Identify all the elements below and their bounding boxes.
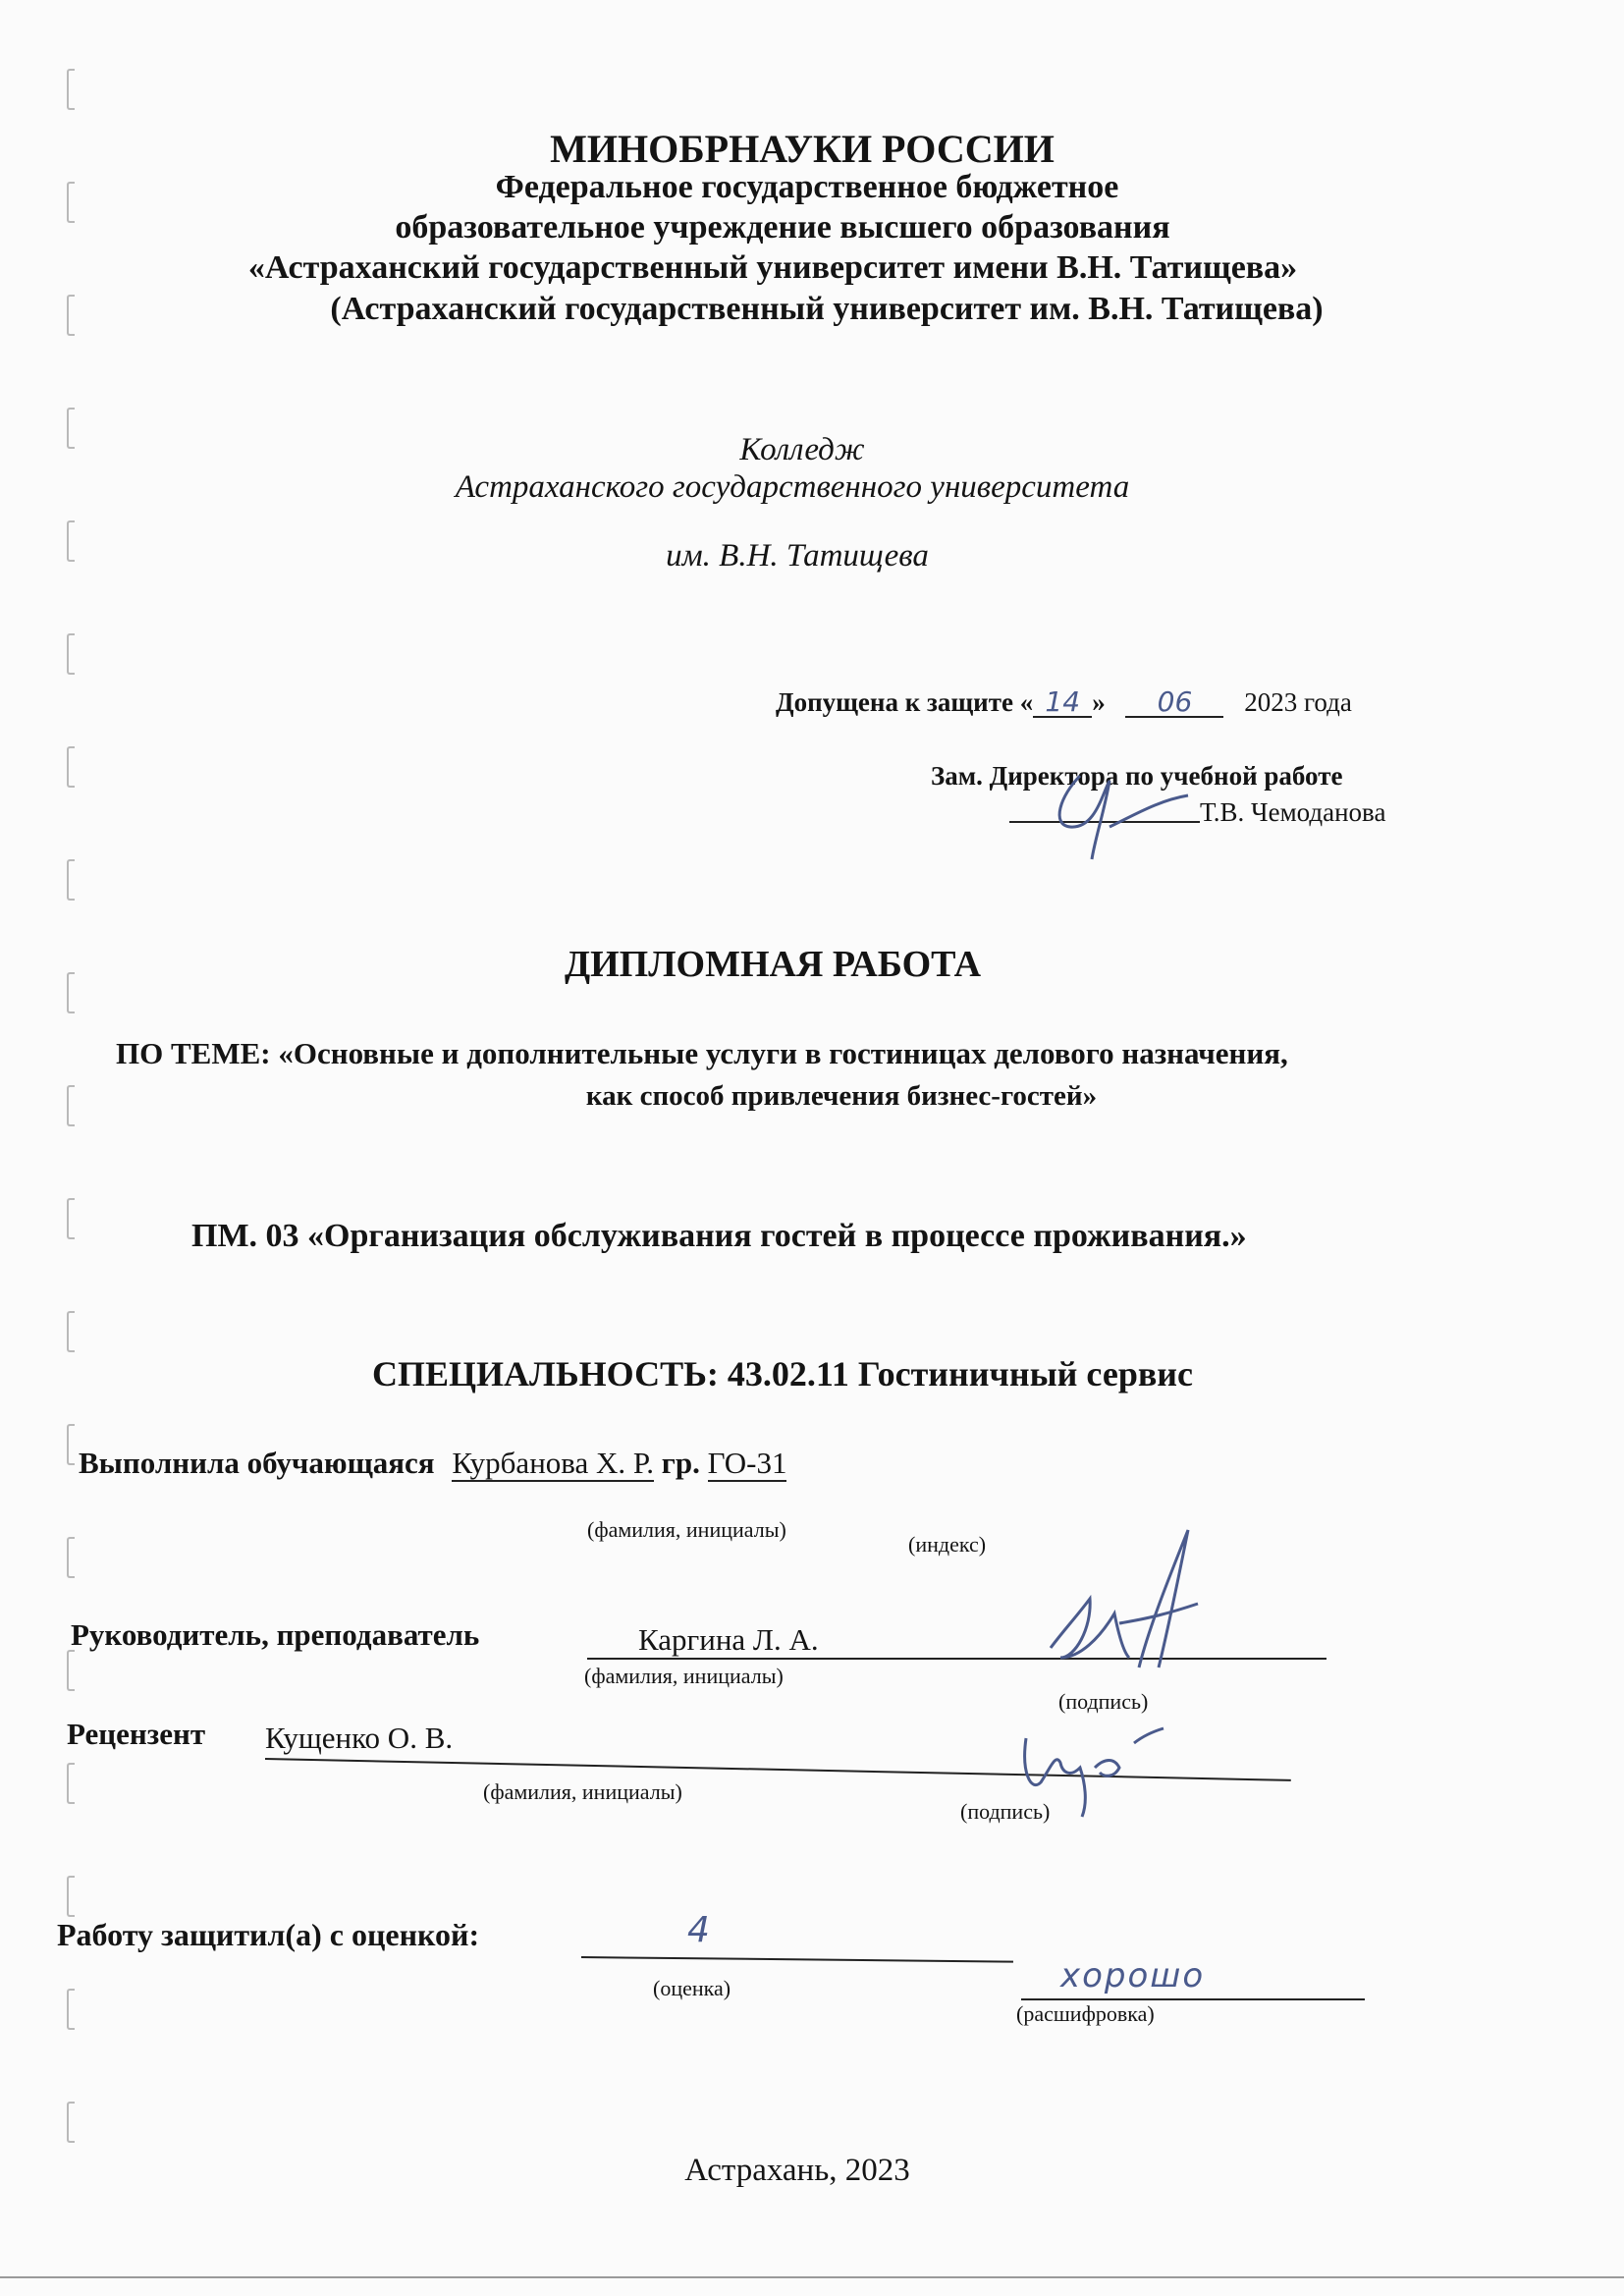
binding-mark	[67, 1198, 75, 1239]
group-index-hint: (индекс)	[908, 1532, 987, 1557]
reviewer-signature	[1011, 1714, 1168, 1822]
supervisor-name-hint: (фамилия, инициалы)	[584, 1664, 784, 1688]
college-line-2: Астраханского государственного университета	[455, 469, 1130, 505]
binding-mark	[67, 1311, 75, 1352]
binding-mark	[67, 859, 75, 901]
topic-line-1	[116, 1036, 1288, 1071]
admission-day: 14	[1033, 687, 1092, 718]
binding-mark	[67, 2102, 75, 2143]
grade-text-line	[1021, 1998, 1365, 2000]
binding-mark	[67, 69, 75, 110]
institution-line-4: (Астраханский государственный университет им. В.Н. Татищева)	[330, 291, 1324, 327]
reviewer-sign-hint: (подпись)	[960, 1799, 1051, 1824]
binding-mark	[67, 746, 75, 788]
grade-text-hint: (расшифровка)	[1016, 2001, 1155, 2026]
admission-line	[776, 687, 1352, 718]
scan-edge	[0, 2276, 1624, 2278]
institution-line-2: образовательное учреждение высшего образования	[395, 209, 1170, 246]
college-line-1: Колледж	[739, 432, 865, 467]
binding-mark	[67, 1650, 75, 1691]
ministry-name: МИНОБРНАУКИ РОССИИ	[550, 127, 1055, 171]
reviewer-name: Кущенко О. В.	[265, 1721, 454, 1755]
city-year: Астрахань, 2023	[684, 2153, 910, 2188]
approver-name: Т.В. Чемоданова	[1200, 797, 1386, 827]
admission-quote: »	[1092, 687, 1106, 717]
grade-line	[581, 1956, 1013, 1963]
supervisor-name: Каргина Л. А.	[638, 1622, 819, 1657]
topic-line-2: как способ привлечения бизнес-гостей»	[585, 1080, 1098, 1112]
binding-mark	[67, 1424, 75, 1465]
college-line-3: им. В.Н. Татищева	[666, 538, 929, 574]
student-line	[79, 1446, 786, 1482]
institution-line-3: «Астраханский государственный университет имени В.Н. Татищева»	[247, 249, 1298, 286]
binding-mark	[67, 1989, 75, 2030]
student-label: Выполнила обучающаяся	[79, 1446, 435, 1480]
approver-signature	[1041, 756, 1198, 864]
defense-label: Работу защитил(а) с оценкой:	[57, 1917, 480, 1952]
group-index: ГО-31	[707, 1446, 787, 1480]
student-name-hint: (фамилия, инициалы)	[587, 1517, 786, 1542]
reviewer-label: Рецензент	[67, 1717, 206, 1751]
grade-value: 4	[687, 1910, 710, 1950]
admission-prefix: Допущена к защите «	[776, 687, 1034, 717]
binding-mark	[67, 1876, 75, 1917]
reviewer-name-hint: (фамилия, инициалы)	[483, 1779, 682, 1804]
document-title: ДИПЛОМНАЯ РАБОТА	[564, 944, 982, 985]
specialty: СПЕЦИАЛЬНОСТЬ: 43.02.11 Гостиничный сервис	[372, 1354, 1193, 1394]
group-label: гр.	[661, 1446, 700, 1480]
professional-module: ПМ. 03 «Организация обслуживания гостей в процессе проживания.»	[191, 1218, 1247, 1254]
binding-mark	[67, 633, 75, 675]
admission-month: 06	[1125, 687, 1223, 718]
grade-text: хорошо	[1060, 1956, 1206, 1995]
binding-mark	[67, 1763, 75, 1804]
topic-text-1: «Основные и дополнительные услуги в гостиницах делового назначения,	[278, 1036, 1288, 1070]
grade-hint: (оценка)	[653, 1976, 731, 2000]
institution-line-1: Федеральное государственное бюджетное	[495, 169, 1119, 205]
approver-position: Зам. Директора по учебной работе	[931, 761, 1343, 791]
supervisor-label: Руководитель, преподаватель	[71, 1617, 480, 1652]
supervisor-sign-hint: (подпись)	[1058, 1689, 1149, 1714]
supervisor-signature	[1021, 1520, 1218, 1697]
topic-label: ПО ТЕМЕ:	[116, 1036, 271, 1070]
admission-year: 2023 года	[1244, 687, 1352, 717]
binding-mark	[67, 1537, 75, 1578]
student-name: Курбанова Х. Р.	[452, 1446, 655, 1480]
